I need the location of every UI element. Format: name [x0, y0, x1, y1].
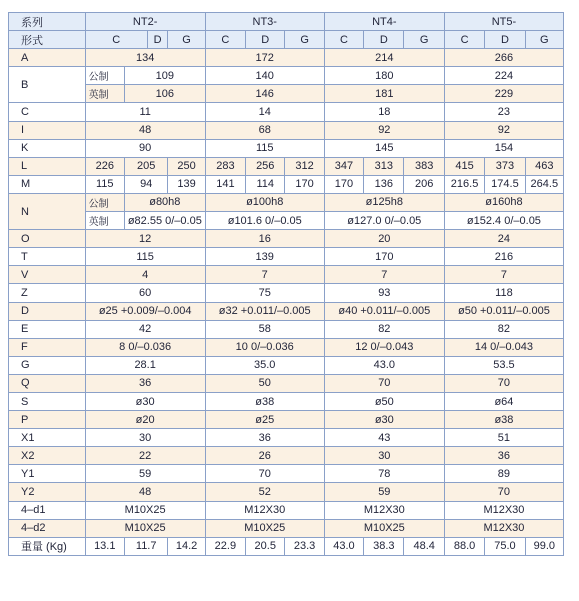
- value-cell: 172: [205, 49, 324, 67]
- value-cell: 139: [205, 248, 324, 266]
- value-cell: 43.0: [324, 356, 444, 374]
- value-cell: 180: [324, 67, 444, 85]
- value-cell: 36: [444, 447, 563, 465]
- row-label: G: [9, 356, 86, 374]
- row-label: L: [9, 157, 86, 175]
- spec-table: [8, 12, 564, 556]
- value-cell: ø38: [444, 411, 563, 429]
- form-header: D: [147, 31, 168, 49]
- value-cell: 20.5: [246, 537, 285, 555]
- row-x2: [9, 447, 564, 465]
- value-cell: 11: [85, 103, 205, 121]
- value-cell: 48: [85, 483, 205, 501]
- value-cell: 22.9: [205, 537, 245, 555]
- row-label: A: [9, 49, 86, 67]
- value-cell: 12: [85, 230, 205, 248]
- row-label: P: [9, 411, 86, 429]
- row-label: I: [9, 121, 86, 139]
- value-cell: 75.0: [485, 537, 525, 555]
- series-header: NT3-: [205, 13, 324, 31]
- row-kg: [9, 537, 564, 555]
- row-y1: [9, 465, 564, 483]
- value-cell: 70: [324, 374, 444, 392]
- value-cell: 373: [485, 157, 525, 175]
- value-cell: M10X25: [324, 519, 444, 537]
- value-cell: 216: [444, 248, 563, 266]
- series-header-label: 系列: [9, 13, 86, 31]
- row-label: V: [9, 266, 86, 284]
- row-i: [9, 121, 564, 139]
- row-label: Y2: [9, 483, 86, 501]
- value-cell: ø40 +0.011/–0.005: [324, 302, 444, 320]
- form-header: G: [525, 31, 563, 49]
- value-cell: 266: [444, 49, 563, 67]
- value-cell: ø64: [444, 392, 563, 410]
- value-cell: 139: [168, 175, 205, 193]
- row-label: 4–d1: [9, 501, 86, 519]
- row-label: Q: [9, 374, 86, 392]
- header-series-row: [9, 13, 564, 31]
- row-label: F: [9, 338, 86, 356]
- value-cell: 145: [324, 139, 444, 157]
- form-header-label: 形式: [9, 31, 86, 49]
- row-label: O: [9, 230, 86, 248]
- value-cell: ø125h8: [324, 193, 444, 211]
- series-header: NT5-: [444, 13, 563, 31]
- row-4-d2: [9, 519, 564, 537]
- row-m: [9, 175, 564, 193]
- value-cell: 134: [85, 49, 205, 67]
- value-cell: ø30: [85, 392, 205, 410]
- value-cell: M12X30: [205, 501, 324, 519]
- row-y2: [9, 483, 564, 501]
- value-cell: 58: [205, 320, 324, 338]
- row-label: S: [9, 392, 86, 410]
- value-cell: 43: [324, 429, 444, 447]
- value-cell: 20: [324, 230, 444, 248]
- value-cell: 93: [324, 284, 444, 302]
- row-label: N: [9, 193, 86, 229]
- value-cell: 35.0: [205, 356, 324, 374]
- row-v: [9, 266, 564, 284]
- row-b: [9, 85, 564, 103]
- value-cell: 94: [124, 175, 167, 193]
- value-cell: 70: [205, 465, 324, 483]
- value-cell: ø20: [85, 411, 205, 429]
- value-cell: 52: [205, 483, 324, 501]
- value-cell: 140: [205, 67, 324, 85]
- value-cell: 347: [324, 157, 363, 175]
- value-cell: 7: [324, 266, 444, 284]
- value-cell: 28.1: [85, 356, 205, 374]
- value-cell: 88.0: [444, 537, 484, 555]
- value-cell: 11.7: [124, 537, 167, 555]
- value-cell: 115: [85, 175, 124, 193]
- form-header: D: [364, 31, 404, 49]
- value-cell: 226: [85, 157, 124, 175]
- value-cell: 30: [85, 429, 205, 447]
- value-cell: M10X25: [85, 519, 205, 537]
- header-form-row: [9, 31, 564, 49]
- value-cell: ø80h8: [124, 193, 205, 211]
- value-cell: 106: [124, 85, 205, 103]
- value-cell: ø50 +0.011/–0.005: [444, 302, 563, 320]
- value-cell: 89: [444, 465, 563, 483]
- value-cell: 463: [525, 157, 563, 175]
- series-header: NT4-: [324, 13, 444, 31]
- unit-label: 公制: [85, 67, 124, 85]
- row-label: 4–d2: [9, 519, 86, 537]
- value-cell: 214: [324, 49, 444, 67]
- value-cell: 154: [444, 139, 563, 157]
- value-cell: ø82.55 0/–0.05: [124, 212, 205, 230]
- row-g: [9, 356, 564, 374]
- value-cell: 14.2: [168, 537, 205, 555]
- row-label: Y1: [9, 465, 86, 483]
- value-cell: 60: [85, 284, 205, 302]
- value-cell: 136: [364, 175, 404, 193]
- value-cell: ø100h8: [205, 193, 324, 211]
- value-cell: 70: [444, 483, 563, 501]
- value-cell: 174.5: [485, 175, 525, 193]
- value-cell: 78: [324, 465, 444, 483]
- value-cell: ø50: [324, 392, 444, 410]
- row-l: [9, 157, 564, 175]
- row-q: [9, 374, 564, 392]
- value-cell: 51: [444, 429, 563, 447]
- value-cell: M12X30: [324, 501, 444, 519]
- value-cell: 118: [444, 284, 563, 302]
- value-cell: 50: [205, 374, 324, 392]
- row-p: [9, 411, 564, 429]
- form-header: D: [246, 31, 285, 49]
- value-cell: 23: [444, 103, 563, 121]
- value-cell: 26: [205, 447, 324, 465]
- value-cell: 13.1: [85, 537, 124, 555]
- value-cell: ø38: [205, 392, 324, 410]
- value-cell: 109: [124, 67, 205, 85]
- row-e: [9, 320, 564, 338]
- value-cell: M12X30: [444, 501, 563, 519]
- row-label: E: [9, 320, 86, 338]
- value-cell: 206: [404, 175, 444, 193]
- value-cell: 146: [205, 85, 324, 103]
- row-a: [9, 49, 564, 67]
- form-header: C: [205, 31, 245, 49]
- value-cell: 24: [444, 230, 563, 248]
- value-cell: 312: [285, 157, 324, 175]
- value-cell: 170: [324, 175, 363, 193]
- row-f: [9, 338, 564, 356]
- form-header: C: [85, 31, 147, 49]
- value-cell: 283: [205, 157, 245, 175]
- row-label: B: [9, 67, 86, 103]
- value-cell: 224: [444, 67, 563, 85]
- value-cell: 36: [205, 429, 324, 447]
- value-cell: ø30: [324, 411, 444, 429]
- row-4-d1: [9, 501, 564, 519]
- value-cell: 181: [324, 85, 444, 103]
- row-label: T: [9, 248, 86, 266]
- row-label: X1: [9, 429, 86, 447]
- form-header: C: [324, 31, 363, 49]
- value-cell: 22: [85, 447, 205, 465]
- row-label: 重量 (Kg): [9, 537, 86, 555]
- value-cell: 205: [124, 157, 167, 175]
- value-cell: 170: [285, 175, 324, 193]
- value-cell: 92: [444, 121, 563, 139]
- form-header: C: [444, 31, 484, 49]
- row-label: X2: [9, 447, 86, 465]
- row-s: [9, 392, 564, 410]
- form-header: G: [168, 31, 205, 49]
- unit-label: 英制: [85, 85, 124, 103]
- value-cell: 92: [324, 121, 444, 139]
- row-label: M: [9, 175, 86, 193]
- value-cell: 415: [444, 157, 484, 175]
- value-cell: 23.3: [285, 537, 324, 555]
- value-cell: M10X25: [85, 501, 205, 519]
- value-cell: 42: [85, 320, 205, 338]
- value-cell: M10X25: [205, 519, 324, 537]
- value-cell: 70: [444, 374, 563, 392]
- value-cell: 114: [246, 175, 285, 193]
- row-c: [9, 103, 564, 121]
- value-cell: 90: [85, 139, 205, 157]
- value-cell: ø160h8: [444, 193, 563, 211]
- value-cell: 18: [324, 103, 444, 121]
- row-d: [9, 302, 564, 320]
- form-header: G: [285, 31, 324, 49]
- value-cell: 216.5: [444, 175, 484, 193]
- row-n: [9, 193, 564, 211]
- value-cell: 115: [205, 139, 324, 157]
- value-cell: 48.4: [404, 537, 444, 555]
- form-header: D: [485, 31, 525, 49]
- value-cell: ø32 +0.011/–0.005: [205, 302, 324, 320]
- value-cell: 30: [324, 447, 444, 465]
- value-cell: 250: [168, 157, 205, 175]
- value-cell: 7: [205, 266, 324, 284]
- value-cell: 7: [444, 266, 563, 284]
- value-cell: 264.5: [525, 175, 563, 193]
- value-cell: 256: [246, 157, 285, 175]
- value-cell: ø25: [205, 411, 324, 429]
- value-cell: 10 0/–0.036: [205, 338, 324, 356]
- row-t: [9, 248, 564, 266]
- value-cell: 53.5: [444, 356, 563, 374]
- row-label: K: [9, 139, 86, 157]
- value-cell: 14 0/–0.043: [444, 338, 563, 356]
- value-cell: 12 0/–0.043: [324, 338, 444, 356]
- row-b: [9, 67, 564, 85]
- row-label: Z: [9, 284, 86, 302]
- value-cell: M12X30: [444, 519, 563, 537]
- row-label: C: [9, 103, 86, 121]
- value-cell: 115: [85, 248, 205, 266]
- value-cell: ø25 +0.009/–0.004: [85, 302, 205, 320]
- row-k: [9, 139, 564, 157]
- value-cell: ø127.0 0/–0.05: [324, 212, 444, 230]
- form-header: G: [404, 31, 444, 49]
- value-cell: 170: [324, 248, 444, 266]
- value-cell: 59: [324, 483, 444, 501]
- unit-label: 英制: [85, 212, 124, 230]
- series-header: NT2-: [85, 13, 205, 31]
- value-cell: 43.0: [324, 537, 363, 555]
- value-cell: 38.3: [364, 537, 404, 555]
- value-cell: 36: [85, 374, 205, 392]
- row-x1: [9, 429, 564, 447]
- value-cell: 313: [364, 157, 404, 175]
- value-cell: 16: [205, 230, 324, 248]
- value-cell: 59: [85, 465, 205, 483]
- value-cell: 383: [404, 157, 444, 175]
- value-cell: ø152.4 0/–0.05: [444, 212, 563, 230]
- value-cell: 82: [444, 320, 563, 338]
- value-cell: 8 0/–0.036: [85, 338, 205, 356]
- row-n: [9, 212, 564, 230]
- row-label: D: [9, 302, 86, 320]
- value-cell: ø101.6 0/–0.05: [205, 212, 324, 230]
- value-cell: 68: [205, 121, 324, 139]
- value-cell: 14: [205, 103, 324, 121]
- value-cell: 141: [205, 175, 245, 193]
- value-cell: 82: [324, 320, 444, 338]
- value-cell: 229: [444, 85, 563, 103]
- row-z: [9, 284, 564, 302]
- value-cell: 48: [85, 121, 205, 139]
- value-cell: 4: [85, 266, 205, 284]
- unit-label: 公制: [85, 193, 124, 211]
- value-cell: 75: [205, 284, 324, 302]
- row-o: [9, 230, 564, 248]
- value-cell: 99.0: [525, 537, 563, 555]
